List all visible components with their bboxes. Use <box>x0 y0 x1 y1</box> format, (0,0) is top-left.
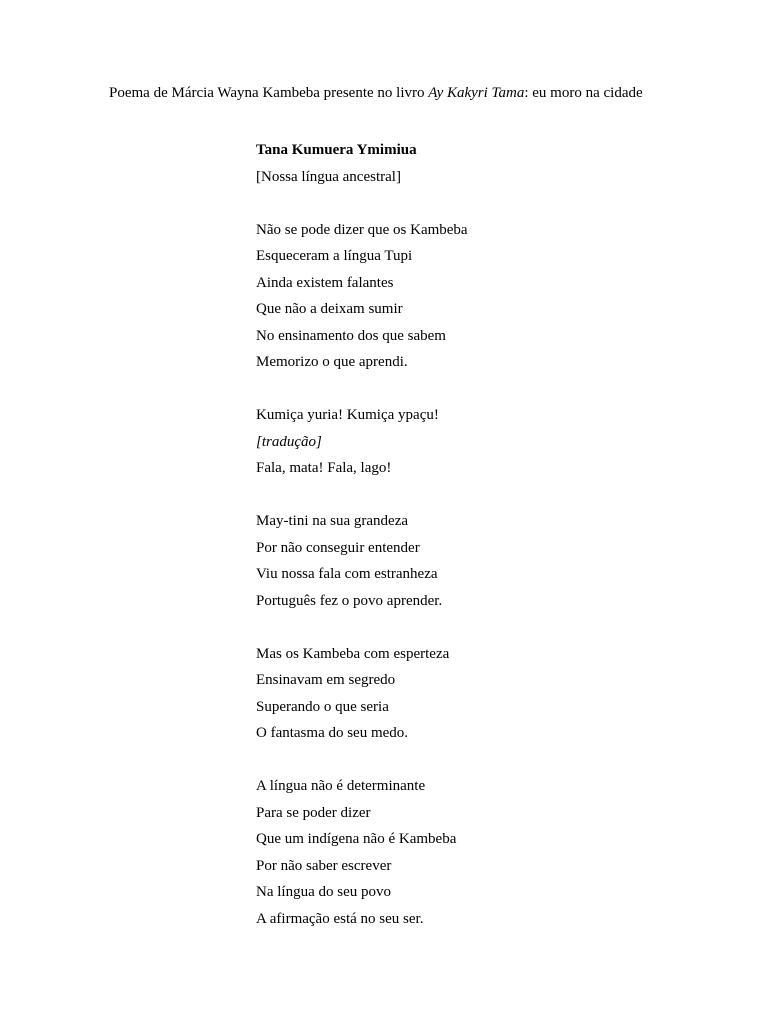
stanza-2 <box>256 402 736 482</box>
verse-line: Ensinavam em segredo <box>256 672 396 688</box>
verse-line: No ensinamento dos que sabem <box>256 327 446 344</box>
stanza-3 <box>256 508 736 614</box>
stanza-1 <box>256 217 736 376</box>
verse-line: May-tini na sua grandeza <box>256 513 409 529</box>
verse-line: Por não saber escrever <box>256 857 392 874</box>
verse-line: A afirmação está no seu ser. <box>256 910 424 927</box>
book-title: Ay Kakyri Tama <box>428 85 525 101</box>
verse-line: Viu nossa fala com estranheza <box>256 566 438 582</box>
verse-line: Ainda existem falantes <box>256 274 394 291</box>
intro-text: Poema de Márcia Wayna Kambeba presente no livro <box>109 85 429 101</box>
verse-line: Que não a deixam sumir <box>256 301 403 317</box>
translation-note: [tradução] <box>256 433 322 450</box>
stanza-gap <box>256 376 736 403</box>
verse-line: Fala, mata! Fala, lago! <box>256 460 392 476</box>
verse-line: Memorizo o que aprendi. <box>256 354 408 370</box>
verse-line: Português fez o povo aprender. <box>256 592 443 609</box>
stanza-4 <box>256 641 736 747</box>
verse-line: Mas os Kambeba com esperteza <box>256 645 450 662</box>
verse-line: Para se poder dizer <box>256 804 371 821</box>
stanza-gap <box>256 190 736 217</box>
poem <box>256 137 736 932</box>
poem-subtitle: [Nossa língua ancestral] <box>256 168 401 185</box>
verse-line: Kumiça yuria! Kumiça ypaçu! <box>256 407 439 423</box>
intro-line <box>109 84 749 102</box>
verse-line: O fantasma do seu medo. <box>256 725 409 741</box>
stanza-gap <box>256 747 736 774</box>
verse-line: A língua não é determinante <box>256 778 426 794</box>
stanza-gap <box>256 614 736 641</box>
stanza-5 <box>256 773 736 932</box>
verse-line: Superando o que seria <box>256 698 389 715</box>
intro-subtitle: : eu moro na cidade <box>524 85 643 101</box>
poem-title: Tana Kumuera Ymimiua <box>256 142 417 158</box>
verse-line: Não se pode dizer que os Kambeba <box>256 221 468 238</box>
verse-line: Que um indígena não é Kambeba <box>256 831 457 847</box>
verse-line: Esqueceram a língua Tupi <box>256 248 413 264</box>
verse-line: Na língua do seu povo <box>256 884 391 900</box>
verse-line: Por não conseguir entender <box>256 539 420 556</box>
stanza-gap <box>256 482 736 509</box>
